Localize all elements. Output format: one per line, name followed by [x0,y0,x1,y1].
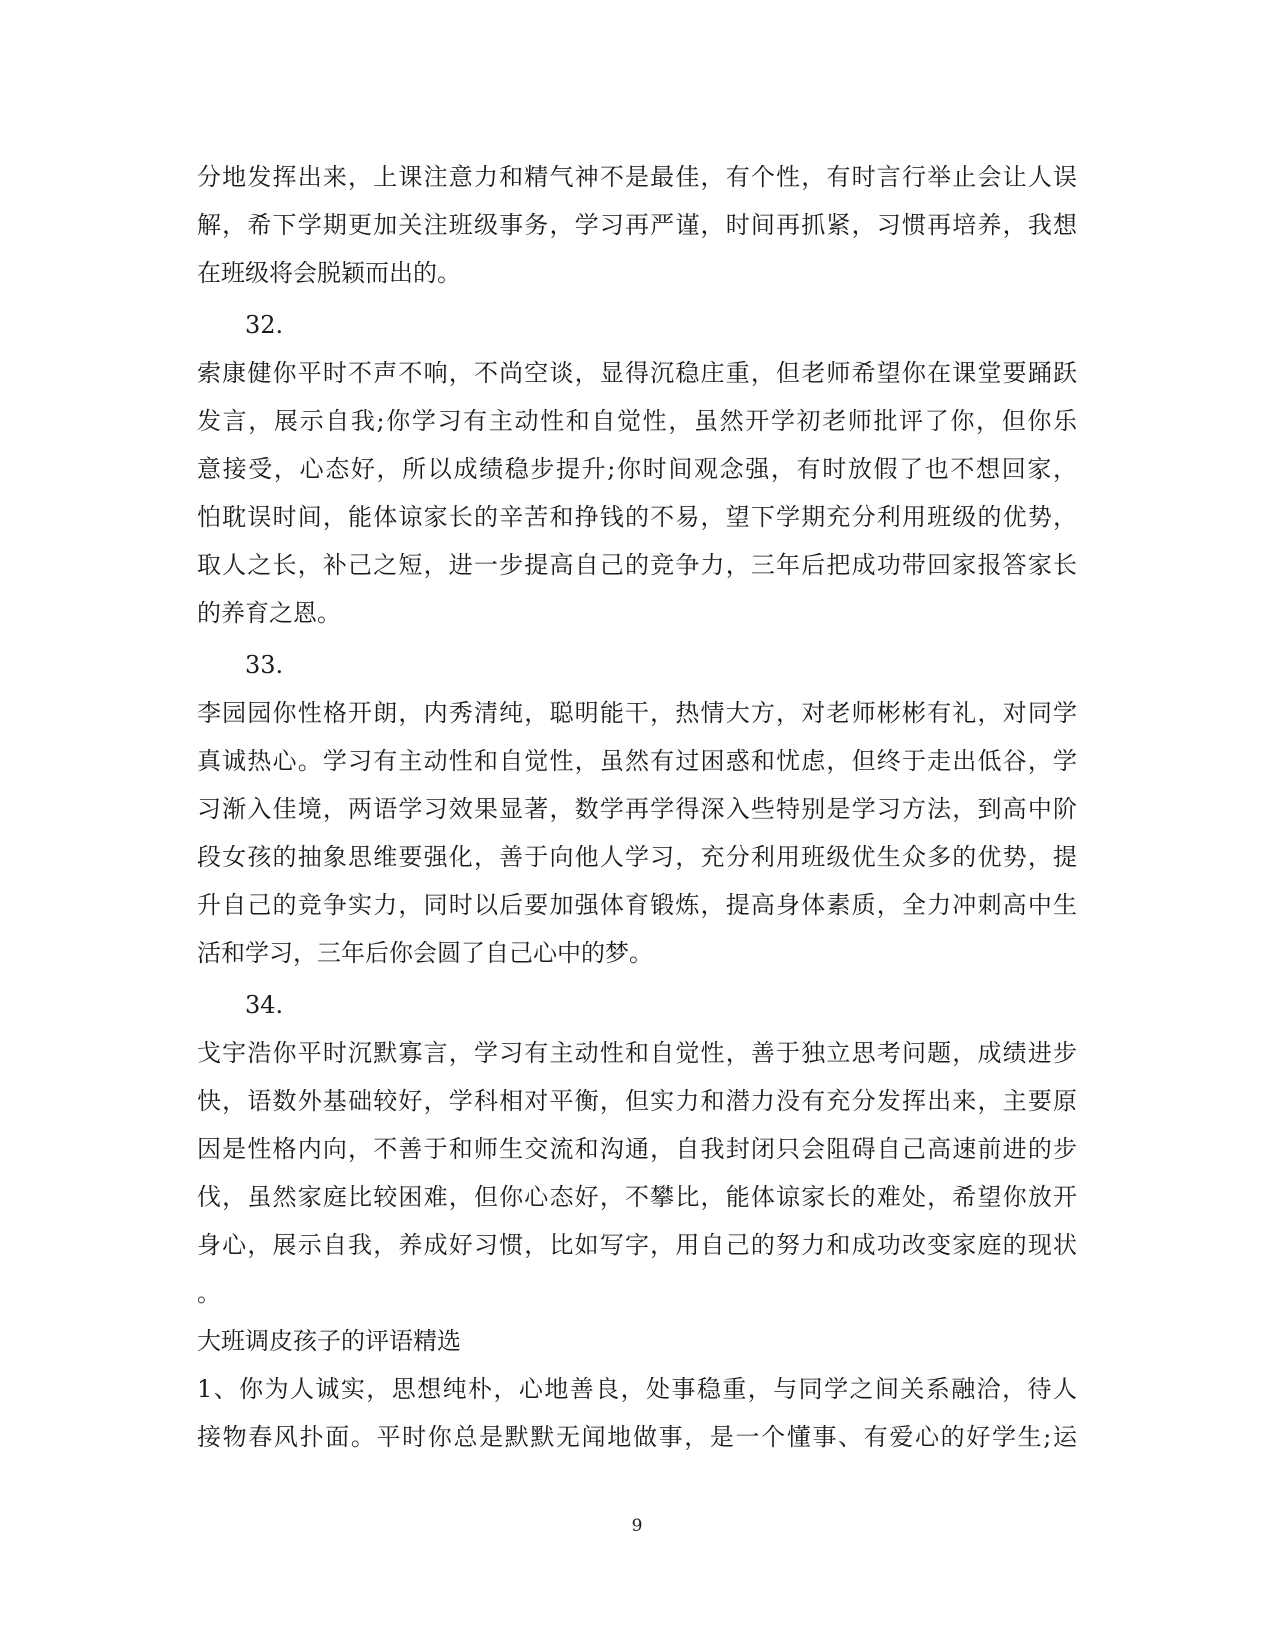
body-text-line: 快，语数外基础较好，学科相对平衡，但实力和潜力没有充分发挥出来，主要原 [197,1087,1077,1115]
body-text-line: 意接受，心态好，所以成绩稳步提升;你时间观念强，有时放假了也不想回家， [197,455,1077,483]
body-text-line: 活和学习，三年后你会圆了自己心中的梦。 [197,939,653,967]
body-text-line: 升自己的竞争实力，同时以后要加强体育锻炼，提高身体素质，全力冲刺高中生 [197,891,1077,919]
body-text-line: 1、你为人诚实，思想纯朴，心地善良，处事稳重，与同学之间关系融洽，待人 [197,1375,1077,1403]
item-number: 34. [245,991,284,1019]
body-text-line: 解，希下学期更加关注班级事务，学习再严谨，时间再抓紧，习惯再培养，我想 [197,211,1077,239]
body-text-line: 真诚热心。学习有主动性和自觉性，虽然有过困惑和忧虑，但终于走出低谷，学 [197,747,1077,775]
body-text-line: 李园园你性格开朗，内秀清纯，聪明能干，热情大方，对老师彬彬有礼，对同学 [197,699,1077,727]
body-text-line: 取人之长，补己之短，进一步提高自己的竞争力，三年后把成功带回家报答家长 [197,551,1077,579]
body-text-line: 身心，展示自我，养成好习惯，比如写字，用自己的努力和成功改变家庭的现状 [197,1231,1077,1259]
item-number: 33. [245,651,284,679]
body-text-line: 分地发挥出来，上课注意力和精气神不是最佳，有个性，有时言行举止会让人误 [197,163,1077,191]
body-text-line: 。 [197,1279,221,1307]
body-text-line: 戈宇浩你平时沉默寡言，学习有主动性和自觉性，善于独立思考问题，成绩进步 [197,1039,1077,1067]
body-text-line: 索康健你平时不声不响，不尚空谈，显得沉稳庄重，但老师希望你在课堂要踊跃 [197,359,1077,387]
body-text-line: 段女孩的抽象思维要强化，善于向他人学习，充分利用班级优生众多的优势，提 [197,843,1077,871]
body-text-line: 伐，虽然家庭比较困难，但你心态好，不攀比，能体谅家长的难处，希望你放开 [197,1183,1077,1211]
section-heading: 大班调皮孩子的评语精选 [197,1327,461,1355]
page-number: 9 [631,1516,643,1536]
body-text-line: 接物春风扑面。平时你总是默默无闻地做事，是一个懂事、有爱心的好学生;运 [197,1423,1077,1451]
body-text-line: 的养育之恩。 [197,599,341,627]
body-text-line: 在班级将会脱颖而出的。 [197,259,461,287]
body-text-line: 因是性格内向，不善于和师生交流和沟通，自我封闭只会阻碍自己高速前进的步 [197,1135,1077,1163]
body-text-line: 怕耽误时间，能体谅家长的辛苦和挣钱的不易，望下学期充分利用班级的优势， [197,503,1077,531]
body-text-line: 发言，展示自我;你学习有主动性和自觉性，虽然开学初老师批评了你，但你乐 [197,407,1077,435]
body-text-line: 习渐入佳境，两语学习效果显著，数学再学得深入些特别是学习方法，到高中阶 [197,795,1077,823]
item-number: 32. [245,311,284,339]
